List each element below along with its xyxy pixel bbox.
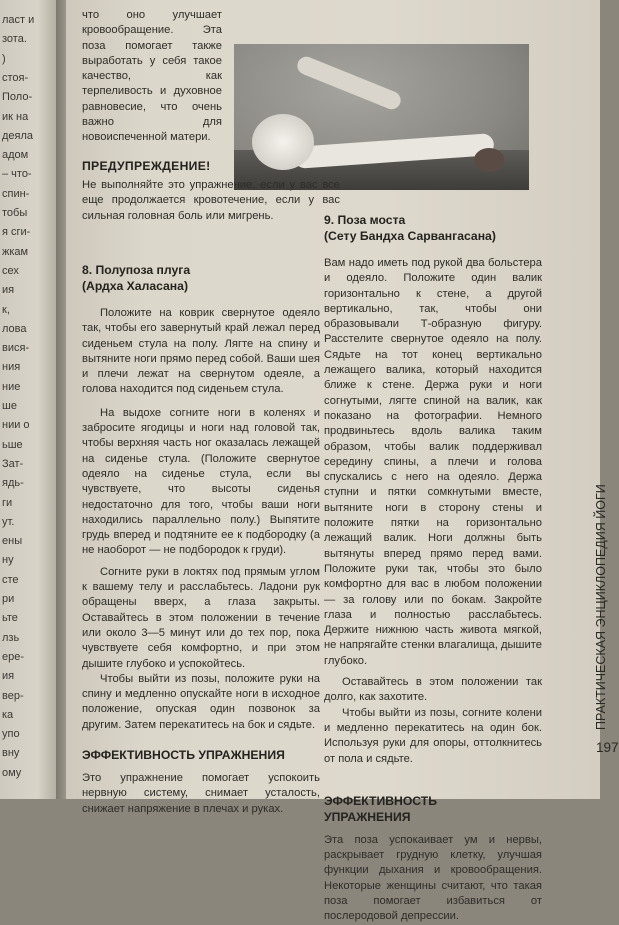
- warning-title: ПРЕДУПРЕЖДЕНИЕ!: [82, 159, 211, 173]
- pose-8-title: 8. Полупоза плуга: [82, 263, 191, 277]
- previous-page-fragment: ги: [2, 496, 13, 509]
- previous-page-fragment: Поло-: [2, 91, 33, 104]
- previous-page-fragment: ьте: [2, 612, 18, 625]
- previous-page-fragment: ьше: [2, 438, 23, 451]
- pose-8-paragraph: Согните руки в локтях под прямым углом к вашему телу и расслабьтесь. Ладони рук обращены вверх, а глаза закрыты. Оставайтесь в этом положении в течение или около 3—5 минут или до тех пор, пока чувствуете себя комфортно, и при этом дышите глубоко и успокойтесь.: [82, 565, 320, 670]
- pose-8-paragraph: На выдохе согните ноги в коленях и забросите ягодицы и ноги над головой так, чтобы верхняя часть ног оказалась лежащей на сиденье стула. (Положите свернутое одеяло на сиденье стула, если вы чувствуете, что высоты сиденья недостаточно для того, чтобы ваши ноги находились параллельно полу.) Выпятите грудь вперед и подтяните ее к подбородку (а не наоборот — не подбородок к груди).: [82, 406, 320, 557]
- intro-text: что оно улучшает кровообращение. Эта поза помогает также выработать у себя такое качество, как терпеливость и духовное равновесие, что очень важно для новоиспеченной матери.: [82, 9, 222, 144]
- previous-page-fragment: вну: [2, 747, 20, 760]
- previous-page-fragment: ние: [2, 380, 21, 393]
- previous-page-fragment: я сги-: [2, 226, 31, 239]
- previous-page-fragment: ри: [2, 593, 15, 605]
- previous-page-fragment: упо: [2, 728, 20, 741]
- running-head: ПРАКТИЧЕСКАЯ ЭНЦИКЛОПЕДИЯ ЙОГИ: [594, 484, 608, 730]
- previous-page-fragment: Зат-: [2, 457, 24, 470]
- previous-page-fragment: ия: [2, 670, 15, 683]
- previous-page-fragment: ере-: [2, 650, 25, 663]
- previous-page-fragment: ому: [2, 766, 22, 779]
- pose-9-effect-title: ЭФФЕКТИВНОСТЬ: [324, 793, 438, 808]
- previous-page-fragment: вися-: [2, 342, 30, 355]
- book-page: [66, 0, 619, 923]
- previous-page-fragment: ния: [2, 361, 21, 374]
- previous-page-fragment: ): [2, 52, 6, 65]
- previous-page-fragment: деяла: [2, 129, 34, 142]
- previous-page-fragment: лзь: [2, 631, 20, 644]
- previous-page-fragment: ласт и: [2, 14, 35, 26]
- previous-page-fragment: ядь-: [2, 477, 24, 490]
- previous-page-fragment: тобы: [2, 207, 28, 219]
- pose-8-paragraph: Положите на коврик свернутое одеяло так, чтобы его завернутый край лежал перед сиденьем стула на полу. Лягте на спину и вытяните ноги прямо перед собой. Ваши шея и плечи лежат на свернутом одеяле, а голова находится под сиденьем стула.: [82, 307, 320, 396]
- previous-page-fragment: вер-: [2, 689, 24, 702]
- previous-page-fragment: адом: [2, 149, 29, 162]
- previous-page-fragment: зота.: [2, 33, 27, 46]
- pose-8-paragraph: Чтобы выйти из позы, положите руки на спину и медленно опускайте ноги в исходное положение, опуская один позвонок за другим. Затем перекатитесь на бок и сядьте.: [82, 672, 320, 731]
- previous-page-fragment: стоя-: [2, 71, 29, 84]
- previous-page-fragment: ия: [2, 284, 15, 297]
- previous-page-fragment: ше: [2, 400, 17, 412]
- pose-8-effect-text: Это упражнение помогает успокоить нервную систему, снимает усталость, снижает напряжение в плечах и руках.: [82, 772, 320, 815]
- pose-9-effect-text: Эта поза успокаивает ум и нервы, раскрывает грудную клетку, улучшая функции дыхания и кровообращения. Некоторые женщины считают, что такая поза помогает избавиться от послеродовой депрессии.: [324, 833, 542, 923]
- warning-text: Не выполняйте это упражнение, если у вас все еще продолжается кровотечение, если у вас сильная головная боль или мигрень.: [82, 179, 340, 222]
- pose-9-paragraph: Оставайтесь в этом положении так долго, как захотите.: [324, 676, 542, 704]
- previous-page-fragment: сте: [2, 573, 19, 586]
- pose-9-effect-title-line2: УПРАЖНЕНИЯ: [324, 809, 411, 824]
- previous-page-fragment: лова: [2, 322, 27, 335]
- pose-9-paragraph: Вам надо иметь под рукой два больстера и одеяло. Положите один валик горизонтально к стене, а другой вертикально, так, чтобы они образовывали Т-образную фигуру. Расстелите свернутое одеяло на полу. Сядьте на тот конец вертикально лежащего валика, который находится ближе к стене. Держа руки и ноги согнутыми, лягте спиной на валик, как показано на фотографии. Немного продвиньтесь вдоль валика таким образом, чтобы валик поддерживал середину спины, а плечи и голова спускались с него на одеяло. Держа ступни и пятки сомкнутыми вместе, вытяните ноги в сторону стены и положите пятки на горизонтально лежащий валик. Ноги должны быть вытянуты вперед прямо перед вами. Положите руки так, чтобы это было комфортно для вас в любом положении — за голову или по бокам. Закройте глаза и полностью расслабьтесь. Держите нижнюю часть живота мягкой, не напрягайте стенки влагалища, дышите глубоко.: [324, 257, 542, 667]
- pose-9-paragraph: Чтобы выйти из позы, согните колени и медленно перекатитесь на один бок. Используя руки для опоры, оттолкнитесь от пола и сядьте.: [324, 706, 542, 765]
- pose-9-section: [324, 212, 542, 925]
- pose-8-effect-title: ЭФФЕКТИВНОСТЬ УПРАЖНЕНИЯ: [82, 748, 285, 763]
- warning-block: [82, 158, 340, 224]
- previous-page-fragment: ены: [2, 535, 23, 548]
- page-number: 197: [596, 740, 619, 755]
- previous-page-edge: [0, 0, 62, 799]
- previous-page-fragment: к,: [2, 303, 10, 316]
- pose-9-subtitle: (Сету Бандха Сарвангасана): [324, 229, 496, 243]
- previous-page-fragment: – что-: [2, 168, 32, 181]
- pose-8-subtitle: (Ардха Халасана): [82, 279, 189, 293]
- previous-page-fragment: нии о: [2, 419, 30, 432]
- previous-page-fragment: сех: [2, 264, 19, 277]
- previous-page-fragment: ут.: [2, 515, 15, 528]
- pose-8-section: [82, 262, 320, 817]
- previous-page-fragment: ик на: [2, 110, 29, 123]
- previous-page-fragment: ну: [2, 554, 14, 567]
- previous-page-fragment: жкам: [2, 245, 29, 258]
- previous-page-fragment: ка: [2, 708, 14, 721]
- previous-page-fragment: спин-: [2, 187, 30, 200]
- intro-text-block: [82, 8, 222, 146]
- pose-9-title: 9. Поза моста: [324, 213, 406, 227]
